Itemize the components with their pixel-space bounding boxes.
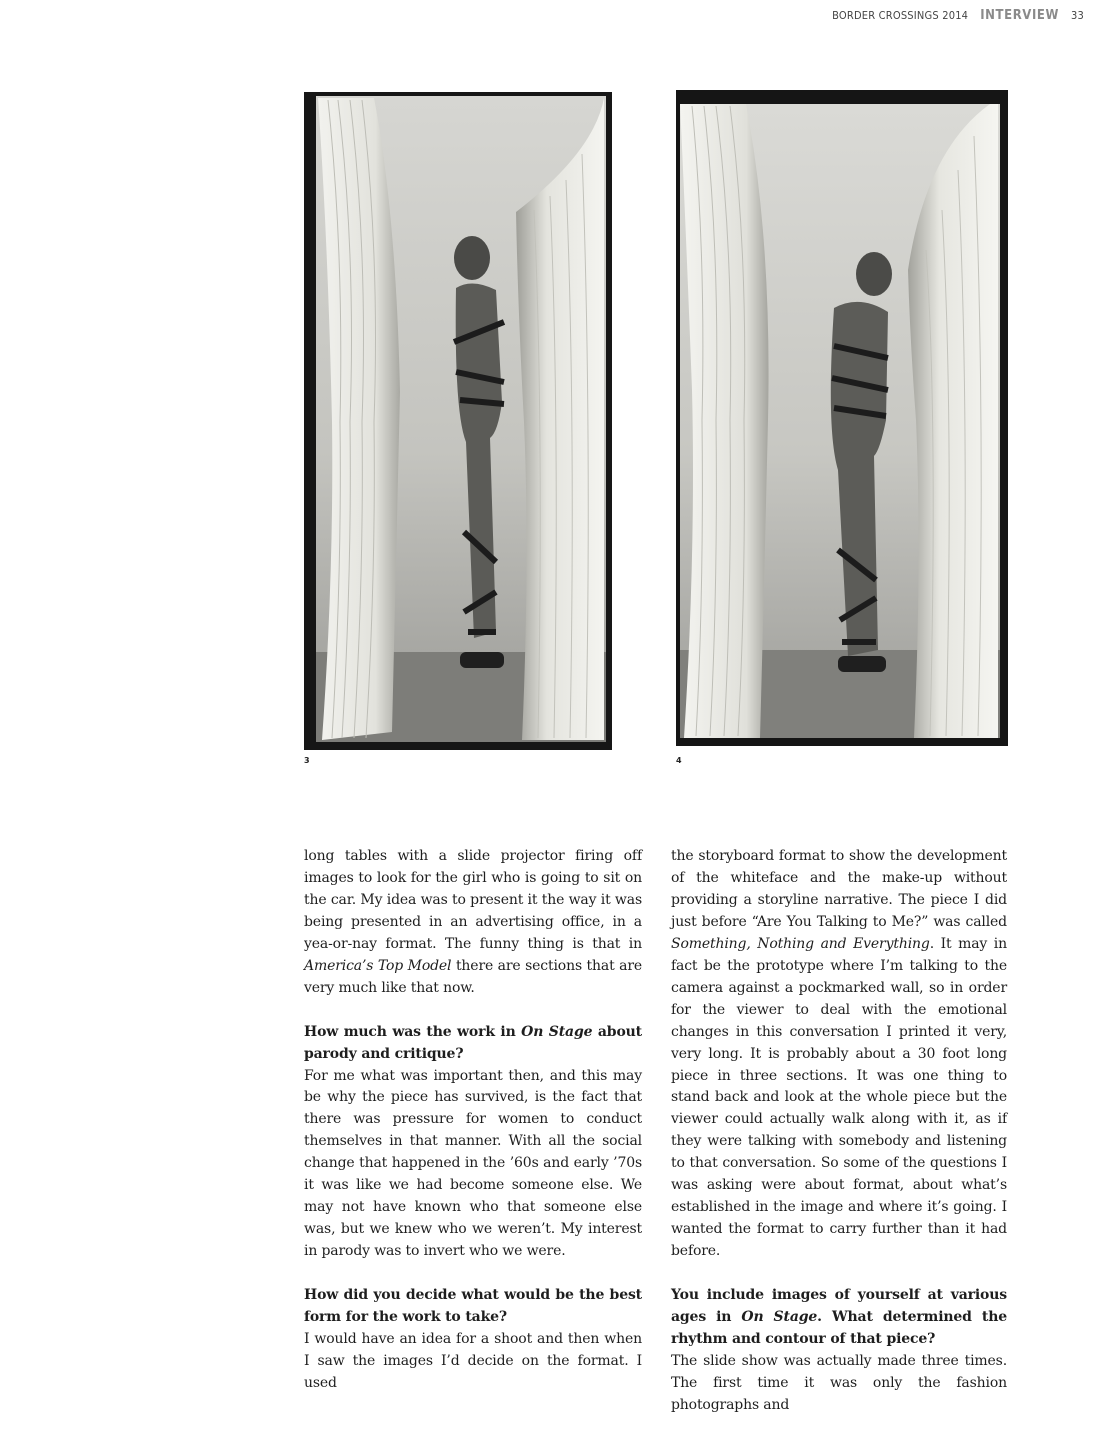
figure-number-4: 4 [676, 756, 682, 765]
page-number: 33 [1071, 9, 1084, 22]
running-head [832, 8, 1084, 23]
photo-4-image [676, 90, 1008, 746]
interview-answer: For me what was important then, and this may be why the piece has survived, is the fact that there was pressure for women to conduct themselves in that manner. With all the social change that happened in the ’60s and early ’70s it was like we had become someone else. We may not have known who that someone else was, but we knew who we weren’t. My interest in parody was to invert who we were. [304, 1067, 642, 1260]
interview-question: You include images of yourself at various ages in On Stage. What determined the rhythm and contour of that piece? [671, 1287, 1007, 1347]
figure-number-3: 3 [304, 756, 310, 765]
article-column-left [304, 846, 642, 1395]
interview-answer: I would have an idea for a shoot and then when I saw the images I’d decide on the format. I used [304, 1330, 642, 1391]
photo-4 [676, 90, 1008, 746]
interview-answer: The slide show was actually made three times. The first time it was only the fashion photographs and [671, 1352, 1007, 1413]
article-column-right [671, 846, 1007, 1417]
photo-3 [304, 92, 612, 750]
publication-name: BORDER CROSSINGS 2014 [832, 9, 969, 22]
interview-question: How much was the work in On Stage about parody and critique? [304, 1023, 642, 1062]
section-label: INTERVIEW [980, 8, 1059, 23]
paragraph: the storyboard format to show the development of the whiteface and the make-up without providing a storyline narrative. The piece I did just before “Are You Talking to Me?” was called Something, Nothing and Everything. It may in fact be the prototype where I’m talking to the camera against a pockmarked wall, so in order for the viewer to deal with the emotional changes in this conversation I printed it very, very long. It is probably about a 30 foot long piece in three sections. It was one thing to stand back and look at the whole piece but the viewer could actually walk along with it, as if they were talking with somebody and listening to that conversation. So some of the questions I was asking were about format, about what’s established in the image and where it’s going. I wanted the format to carry further than it had before. [671, 848, 1007, 1260]
paragraph: long tables with a slide projector firing off images to look for the girl who is going to sit on the car. My idea was to present it the way it was being presented in an advertising office, in a yea-or-nay format. The funny thing is that in America’s Top Model there are sections that are very much like that now. [304, 848, 643, 996]
interview-question: How did you decide what would be the best form for the work to take? [304, 1287, 642, 1325]
photo-3-image [304, 92, 612, 750]
